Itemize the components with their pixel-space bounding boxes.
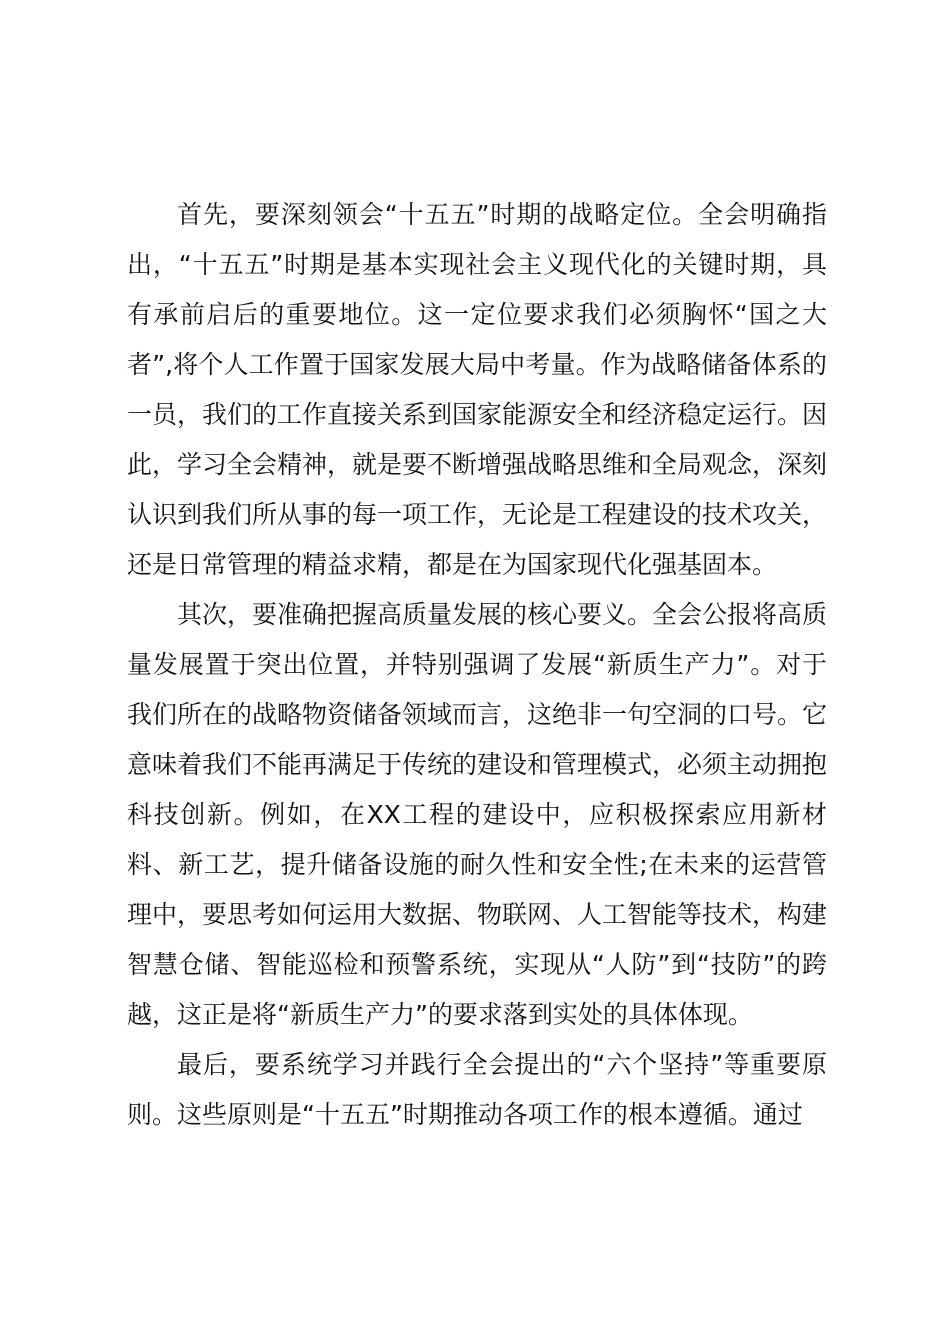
paragraph-high-quality-development: 其次，要准确把握高质量发展的核心要义。全会公报将高质量发展置于突出位置，并特别强调了发展“新质生产力”。对于我们所在的战略物资储备领域而言，这绝非一句空洞的口号。它意味着我们不能再满足于传统的建设和管理模式，必须主动拥抱科技创新。例如，在XX工程的建设中，应积极探索应用新材料、新工艺，提升储备设施的耐久性和安全性;在未来的运营管理中，要思考如何运用大数据、物联网、人工智能等技术，构建智慧仓储、智能巡检和预警系统，实现从“人防”到“技防”的跨越，这正是将“新质生产力”的要求落到实处的具体体现。 (127, 600, 828, 1029)
document-body (127, 190, 827, 1140)
paragraph-six-principles: 最后，要系统学习并践行全会提出的“六个坚持”等重要原则。这些原则是“十五五”时期推动各项工作的根本遵循。通过 (127, 1050, 827, 1129)
paragraph-strategic-positioning: 首先，要深刻领会“十五五”时期的战略定位。全会明确指出，“十五五”时期是基本实现社会主义现代化的关键时期，具有承前启后的重要地位。这一定位要求我们必须胸怀“国之大者”,将个人工作置于国家发展大局中考量。作为战略储备体系的一员，我们的工作直接关系到国家能源安全和经济稳定运行。因此，学习全会精神，就是要不断增强战略思维和全局观念，深刻认识到我们所从事的每一项工作，无论是工程建设的技术攻关，还是日常管理的精益求精，都是在为国家现代化强基固本。 (127, 200, 828, 579)
